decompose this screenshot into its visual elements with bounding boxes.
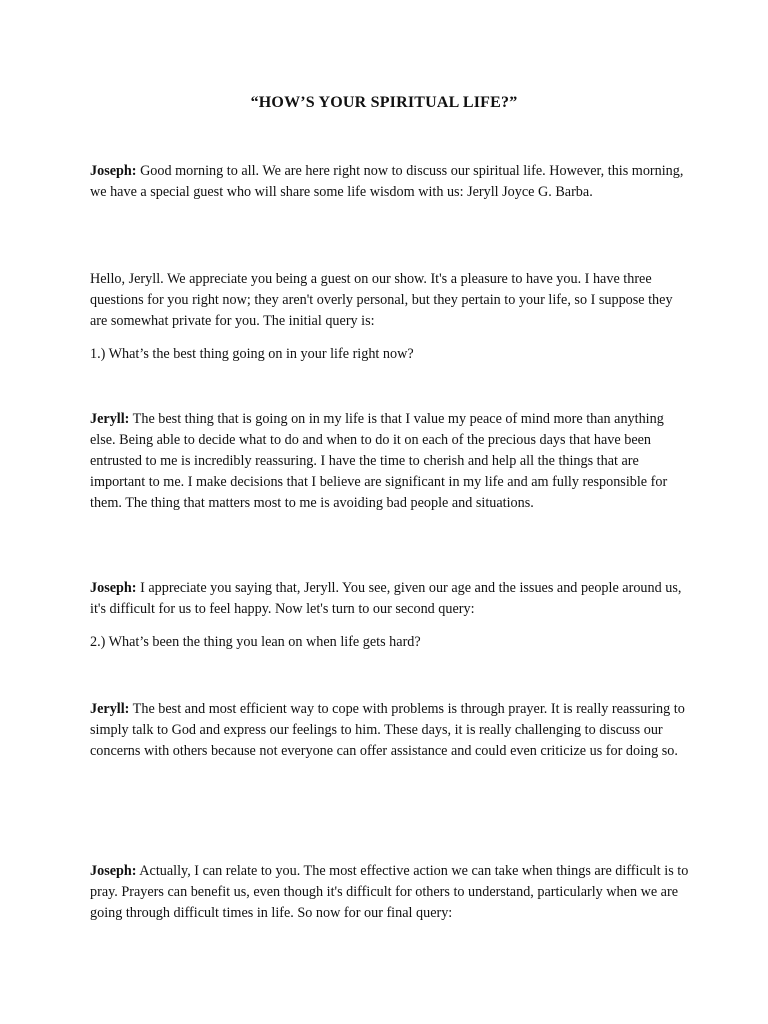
paragraph-jeryll-answer-1	[90, 409, 690, 514]
speaker-label: Joseph:	[90, 863, 137, 879]
paragraph-joseph-reply-2	[90, 861, 690, 924]
paragraph-text: Good morning to all. We are here right now to discuss our spiritual life. However, this morning, we have a special guest who will share some life wisdom with us: Jeryll Joyce G. Barba.	[90, 163, 684, 200]
paragraph-text: I appreciate you saying that, Jeryll. You see, given our age and the issues and people around us, it's difficult for us to feel happy. Now let's turn to our second query:	[90, 580, 682, 617]
speaker-label: Jeryll:	[90, 701, 130, 717]
question-2	[90, 632, 690, 653]
speaker-label: Joseph:	[90, 580, 137, 596]
paragraph-welcome	[90, 269, 690, 332]
paragraph-text: Hello, Jeryll. We appreciate you being a guest on our show. It's a pleasure to have you. I have three questions for you right now; they aren't overly personal, but they pertain to your life, so I suppose they are somewhat private for you. The initial query is:	[90, 271, 673, 329]
speaker-label: Jeryll:	[90, 411, 130, 427]
paragraph-text: 1.) What’s the best thing going on in your life right now?	[90, 346, 414, 362]
paragraph-joseph-greeting	[90, 161, 690, 203]
paragraph-text: The best thing that is going on in my life is that I value my peace of mind more than anything else. Being able to decide what to do and when to do it on each of the precious days that have been entrusted to me is incredibly reassuring. I have the time to cherish and help all the things that are important to me. I make decisions that I believe are significant in my life and am fully responsible for them. The thing that matters most to me is avoiding bad people and situations.	[90, 411, 668, 511]
paragraph-jeryll-answer-2	[90, 699, 690, 762]
question-1	[90, 344, 690, 365]
paragraph-text: Actually, I can relate to you. The most effective action we can take when things are difficult is to pray. Prayers can benefit us, even though it's difficult for others to understand, particularly when we are going through difficult times in life. So now for our final query:	[90, 863, 689, 921]
paragraph-joseph-reply-1	[90, 578, 690, 620]
speaker-label: Joseph:	[90, 163, 137, 179]
paragraph-text: 2.) What’s been the thing you lean on when life gets hard?	[90, 634, 421, 650]
paragraph-text: The best and most efficient way to cope with problems is through prayer. It is really reassuring to simply talk to God and express our feelings to him. These days, it is really challenging to discuss our concerns with others because not everyone can offer assistance and could even criticize us for doing so.	[90, 701, 685, 759]
document-title: “HOW’S YOUR SPIRITUAL LIFE?”	[250, 94, 518, 111]
